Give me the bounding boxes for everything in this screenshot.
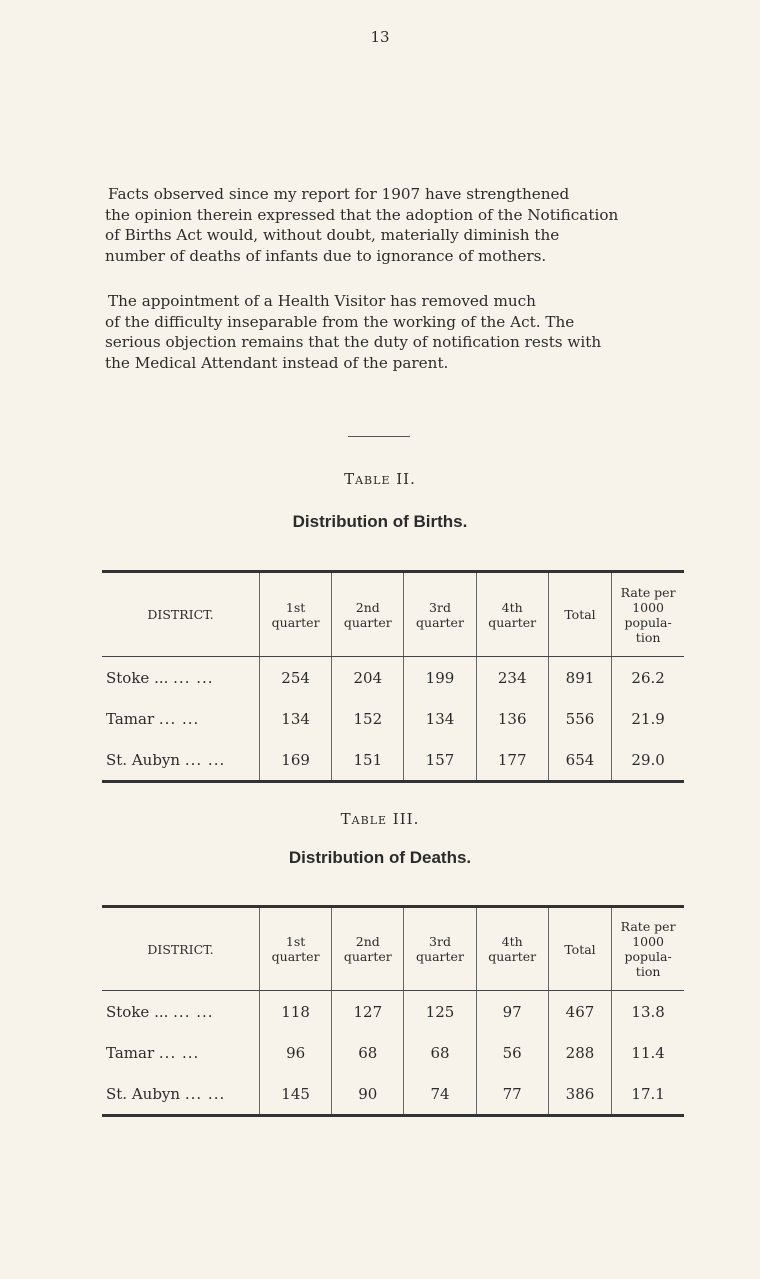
q2-cell: 68	[332, 1032, 404, 1073]
paragraph-line: the opinion therein expressed that the adoption of the Notification	[105, 205, 619, 224]
district-cell	[102, 991, 260, 1033]
total-cell: 386	[548, 1073, 611, 1116]
paragraph-line: serious objection remains that the duty of notification rests with	[105, 333, 602, 351]
col-header-q4: 4th quarter	[476, 907, 548, 991]
col-header-total: Total	[548, 907, 611, 991]
rate-cell: 26.2	[612, 657, 684, 699]
table-row	[102, 991, 684, 1033]
section-divider	[348, 436, 410, 437]
q2-cell: 152	[332, 698, 404, 739]
leader-dots: ... ...	[158, 1043, 200, 1062]
total-cell: 556	[548, 698, 611, 739]
rate-cell: 13.8	[612, 991, 684, 1033]
paragraph-health-visitor	[105, 291, 687, 373]
table-3-label: Table III.	[340, 810, 420, 828]
district-name: Stoke ...	[106, 668, 169, 687]
page-number: 13	[370, 28, 390, 46]
col-header-total: Total	[548, 572, 611, 657]
col-header-district: DISTRICT.	[102, 907, 260, 991]
table-row	[102, 1032, 684, 1073]
q4-cell: 97	[476, 991, 548, 1033]
district-name: St. Aubyn	[106, 750, 181, 769]
table-header-row	[102, 572, 684, 657]
district-cell	[102, 1032, 260, 1073]
col-header-q1: 1st quarter	[260, 907, 332, 991]
district-cell	[102, 739, 260, 782]
col-header-rate: Rate per 1000 popula-tion	[612, 907, 684, 991]
deaths-table	[102, 905, 684, 1117]
rate-cell: 11.4	[612, 1032, 684, 1073]
district-name: Tamar	[106, 709, 155, 728]
col-header-district: DISTRICT.	[102, 572, 260, 657]
total-cell: 654	[548, 739, 611, 782]
q1-cell: 145	[260, 1073, 332, 1116]
table-3-caption: Distribution of Deaths.	[288, 848, 472, 867]
leader-dots: ... ...	[158, 709, 200, 728]
q4-cell: 136	[476, 698, 548, 739]
table-row	[102, 657, 684, 699]
table-row	[102, 698, 684, 739]
rate-cell: 17.1	[612, 1073, 684, 1116]
q4-cell: 77	[476, 1073, 548, 1116]
table-2-label: Table II.	[344, 470, 416, 488]
total-cell: 467	[548, 991, 611, 1033]
col-header-q2: 2nd quarter	[332, 572, 404, 657]
q4-cell: 234	[476, 657, 548, 699]
total-cell: 288	[548, 1032, 611, 1073]
leader-dots: ... ...	[173, 668, 214, 687]
col-header-q1: 1st quarter	[260, 572, 332, 657]
q2-cell: 151	[332, 739, 404, 782]
q3-cell: 199	[404, 657, 476, 699]
table-row	[102, 739, 684, 782]
table-row	[102, 1073, 684, 1116]
leader-dots: ... ...	[184, 1084, 226, 1103]
q2-cell: 127	[332, 991, 404, 1033]
col-header-q3: 3rd quarter	[404, 572, 476, 657]
paragraph-line: the Medical Attendant instead of the parent.	[105, 353, 449, 372]
q1-cell: 96	[260, 1032, 332, 1073]
leader-dots: ... ...	[184, 750, 226, 769]
births-table	[102, 570, 684, 783]
q4-cell: 177	[476, 739, 548, 782]
rate-cell: 21.9	[612, 698, 684, 739]
paragraph-notification	[105, 184, 687, 266]
paragraph-line: Facts observed since my report for 1907 have strengthened	[108, 185, 570, 203]
total-cell: 891	[548, 657, 611, 699]
q1-cell: 254	[260, 657, 332, 699]
district-name: Stoke ...	[106, 1002, 169, 1021]
col-header-q4: 4th quarter	[476, 572, 548, 657]
q4-cell: 56	[476, 1032, 548, 1073]
leader-dots: ... ...	[173, 1002, 214, 1021]
col-header-rate: Rate per 1000 popula-tion	[612, 572, 684, 657]
q1-cell: 169	[260, 739, 332, 782]
q1-cell: 118	[260, 991, 332, 1033]
q3-cell: 134	[404, 698, 476, 739]
q3-cell: 68	[404, 1032, 476, 1073]
paragraph-line: The appointment of a Health Visitor has removed much	[108, 292, 536, 310]
q3-cell: 74	[404, 1073, 476, 1116]
q1-cell: 134	[260, 698, 332, 739]
table-header-row	[102, 907, 684, 991]
district-cell	[102, 698, 260, 739]
q2-cell: 90	[332, 1073, 404, 1116]
paragraph-line: of Births Act would, without doubt, materially diminish the	[105, 226, 560, 244]
q3-cell: 125	[404, 991, 476, 1033]
table-2-caption: Distribution of Births.	[292, 512, 468, 531]
col-header-q3: 3rd quarter	[404, 907, 476, 991]
paragraph-line: number of deaths of infants due to ignorance of mothers.	[105, 246, 547, 265]
q3-cell: 157	[404, 739, 476, 782]
paragraph-line: of the difficulty inseparable from the working of the Act. The	[105, 312, 575, 331]
district-cell	[102, 1073, 260, 1116]
district-cell	[102, 657, 260, 699]
district-name: St. Aubyn	[106, 1084, 181, 1103]
col-header-q2: 2nd quarter	[332, 907, 404, 991]
district-name: Tamar	[106, 1043, 155, 1062]
q2-cell: 204	[332, 657, 404, 699]
rate-cell: 29.0	[612, 739, 684, 782]
